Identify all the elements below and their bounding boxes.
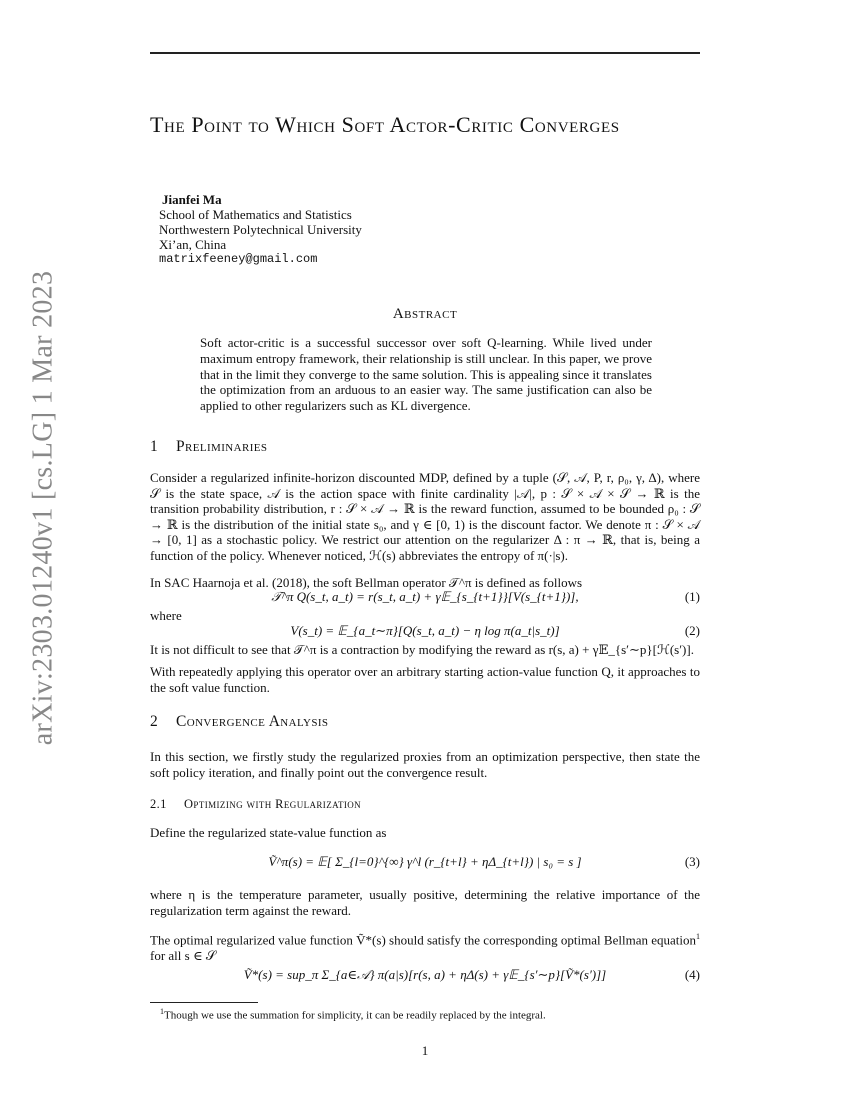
equation-body: V(s_t) = 𝔼_{a_t∼π}[Q(s_t, a_t) − η log π(a_t|s_t)] <box>290 623 560 638</box>
abstract-text: Soft actor-critic is a successful successor over soft Q-learning. While lived under maximum entropy framework, their relationship is still unclear. In this paper, we prove that in the limit they converge to the same solution. This is appealing since it translates the optimization from an arduous to an easier way. The same justification can also be applied to other regularizers such as KL divergence. <box>200 335 652 414</box>
paragraph: Define the regularized state-value function as <box>150 825 387 840</box>
equation-body: Ṽ*(s) = sup_π Σ_{a∈𝒜} π(a|s)[r(s, a) + ηΔ(s) + γ𝔼_{s′∼p}[Ṽ*(s′)]] <box>243 967 607 982</box>
equation <box>150 955 700 995</box>
section-number: 2 <box>150 713 159 730</box>
paragraph: where <box>150 608 182 623</box>
abstract-heading: Abstract <box>392 306 458 322</box>
paragraph: With repeatedly applying this operator over an arbitrary starting action-value function Q, it approaches to the soft value function. <box>150 664 700 695</box>
subsection-title: Optimizing with Regularization <box>184 797 362 811</box>
section-title: Preliminaries <box>176 438 268 455</box>
equation <box>150 622 700 640</box>
subsection-heading <box>150 797 361 812</box>
footnote-mark: 1 <box>160 1007 164 1016</box>
equation-number: (2) <box>684 623 700 638</box>
footnote-mark: 1 <box>696 932 700 941</box>
paper-title: The Point to Which Soft Actor-Critic Converges <box>150 112 620 137</box>
affiliation-line: Xi’an, China <box>159 237 227 252</box>
paragraph-text: for all s ∈ 𝒮 <box>150 947 216 963</box>
equation-body: Ṽ^π(s) = 𝔼[ Σ_{l=0}^{∞} γ^l (r_{t+l} + ηΔ_{t+l}) | s₀ = s ] <box>268 854 582 869</box>
affiliation-line: School of Mathematics and Statistics <box>159 207 352 222</box>
top-rule <box>150 52 700 54</box>
footnote-rule <box>150 1002 258 1003</box>
paragraph: In this section, we firstly study the regularized proxies from an optimization perspective, then state the soft policy iteration, and finally point out the convergence result. <box>150 749 700 780</box>
paragraph: where η is the temperature parameter, usually positive, determining the relative importance of the regularization term against the reward. <box>150 887 700 918</box>
page-number: 1 <box>421 1043 429 1058</box>
equation-number: (1) <box>684 589 700 604</box>
arxiv-stamp-text: arXiv:2303.01240v1 [cs.LG] 1 Mar 2023 <box>27 270 59 746</box>
author-block <box>159 192 362 267</box>
section-heading <box>150 438 267 456</box>
equation-number: (3) <box>684 854 700 869</box>
paragraph: Consider a regularized infinite-horizon discounted MDP, defined by a tuple (𝒮, 𝒜, P, r, ρ₀, γ, Δ), where 𝒮 is the state space, 𝒜 is the action space with finite cardinality |𝒜|, p : 𝒮 × 𝒜 × 𝒮 → ℝ is the transition probability distribution, r : 𝒮 × 𝒜 → ℝ is the reward function, assumed to be bounded ρ₀ : 𝒮 → ℝ is the distribution of the initial state s₀, and γ ∈ [0, 1) is the discount factor. We denote π : 𝒮 × 𝒜 → [0, 1] as a stochastic policy. We restrict our attention on the regularizer Δ : π → ℝ, that is, being a function of the policy. Whenever noticed, ℋ(s) abbreviates the entropy of π(·|s). <box>150 470 700 563</box>
paragraph: In SAC Haarnoja et al. (2018), the soft Bellman operator 𝒯^π is defined as follows <box>150 575 583 590</box>
paragraph: It is not difficult to see that 𝒯^π is a contraction by modifying the reward as r(s, a) + γ𝔼_{s′∼p}[ℋ(s′)]. <box>150 642 694 657</box>
section-title: Convergence Analysis <box>176 713 329 730</box>
section-number: 1 <box>150 438 159 455</box>
subsection-number: 2.1 <box>150 797 167 811</box>
arxiv-stamp <box>8 268 78 748</box>
author-name: Jianfei Ma <box>162 192 222 207</box>
equation <box>150 588 700 606</box>
equation-number: (4) <box>684 967 700 982</box>
footnote <box>160 1005 546 1023</box>
paragraph-text: The optimal regularized value function Ṽ*(s) should satisfy the corresponding optimal Bellman equation <box>150 932 696 948</box>
author-email: matrixfeeney@gmail.com <box>159 252 318 266</box>
footnote-text: Though we use the summation for simplicity, it can be readily replaced by the integral. <box>164 1009 546 1022</box>
equation-body: 𝒯^π Q(s_t, a_t) = r(s_t, a_t) + γ𝔼_{s_{t+1}}[V(s_{t+1})], <box>271 589 579 604</box>
affiliation-line: Northwestern Polytechnical University <box>159 222 362 237</box>
equation <box>150 842 700 882</box>
section-heading <box>150 713 328 731</box>
